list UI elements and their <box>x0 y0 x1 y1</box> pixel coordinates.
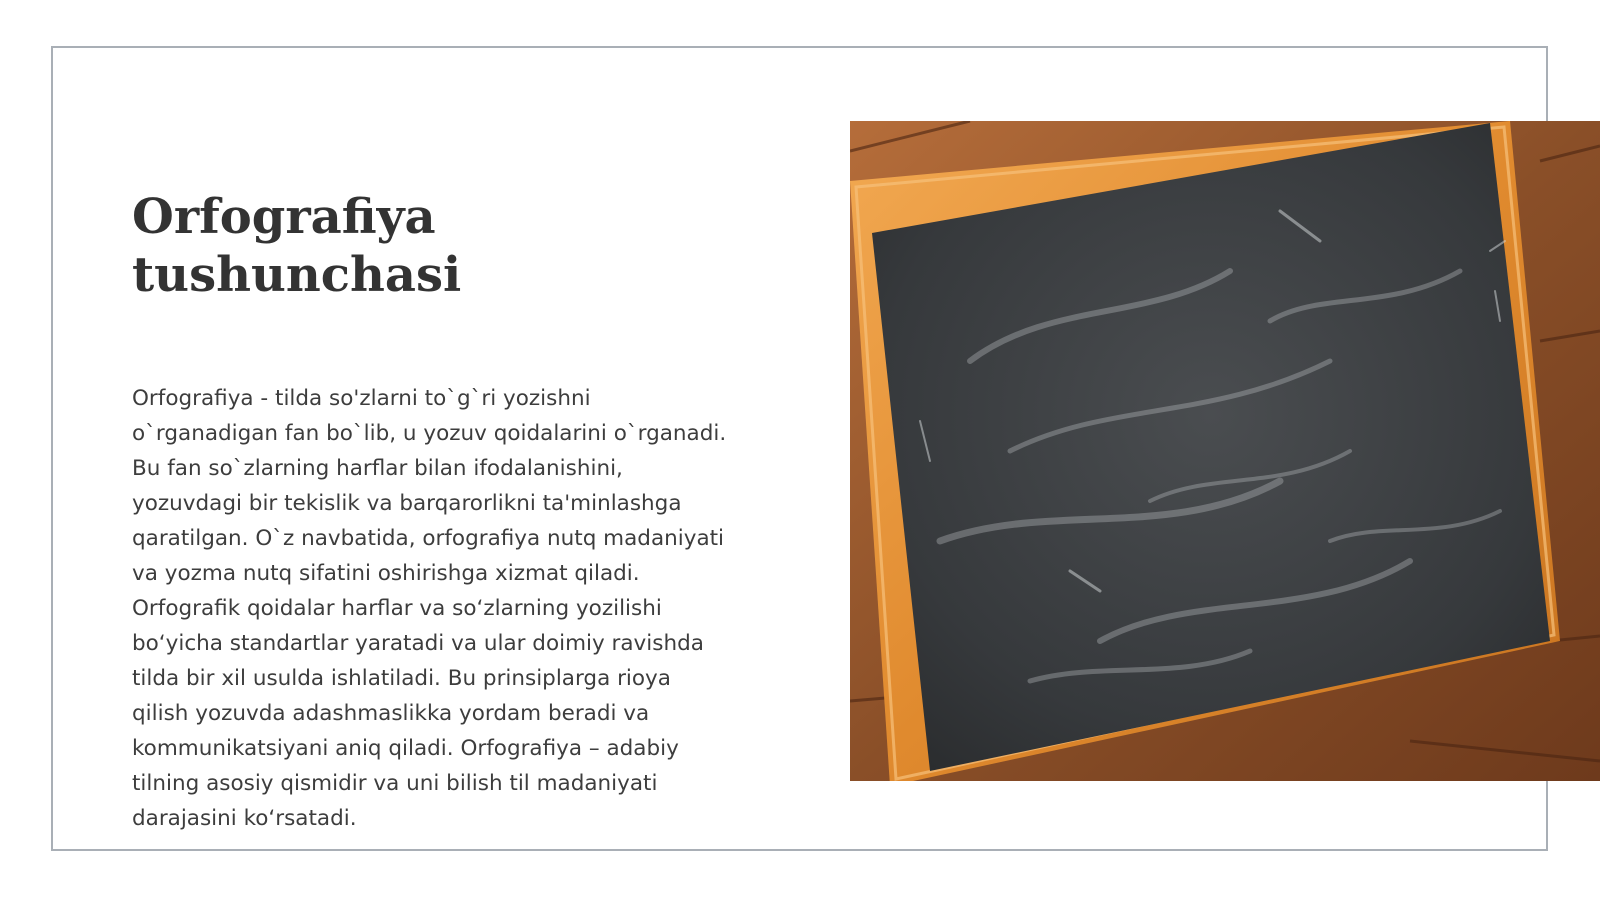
slide-title <box>132 188 632 304</box>
title-line-1: Orfografiya <box>132 189 436 245</box>
body-paragraph: Orfografiya - tilda so'zlarni to`g`ri yozishni o`rganadigan fan bo`lib, u yozuv qoidalarini o`rganadi. Bu fan so`zlarning harflar bilan ifodalanishini, yozuvdagi bir tekislik va barqarorlikni ta'minlashga qaratilgan. O`z navbatida, orfografiya nutq madaniyati va yozma nutq sifatini oshirishga xizmat qiladi. Orfografik qoidalar harflar va so‘zlarning yozilishi bo‘yicha standartlar yaratadi va ular doimiy ravishda tilda bir xil usulda ishlatiladi. Bu prinsiplarga rioya qilish yozuvda adashmaslikka yordam beradi va kommunikatsiyani aniq qiladi. Orfografiya – adabiy tilning asosiy qismidir va uni bilish til madaniyati darajasini ko‘rsatadi. <box>132 386 727 831</box>
title-line-2: tushunchasi <box>132 247 462 303</box>
chalkboard-image <box>850 121 1600 781</box>
